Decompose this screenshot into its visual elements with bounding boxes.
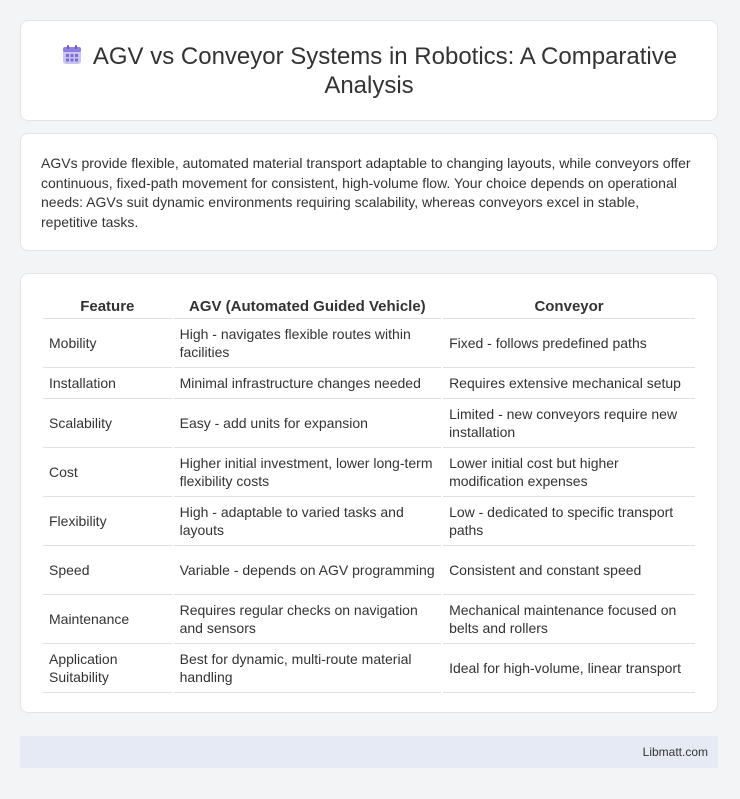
- table-row: [43, 399, 695, 448]
- table-row: [43, 448, 695, 497]
- cell-conveyor: Ideal for high-volume, linear transport: [443, 644, 695, 693]
- title-wrap: [59, 42, 679, 100]
- summary-card: [20, 133, 718, 251]
- cell-conveyor: Fixed - follows predefined paths: [443, 319, 695, 368]
- cell-agv: Higher initial investment, lower long-term flexibility costs: [174, 448, 441, 497]
- header-conveyor: Conveyor: [443, 294, 695, 319]
- cell-agv: Variable - depends on AGV programming: [174, 546, 441, 595]
- calendar-grid-icon: [61, 44, 83, 66]
- table-header-row: [43, 294, 695, 319]
- cell-conveyor: Consistent and constant speed: [443, 546, 695, 595]
- cell-conveyor: Requires extensive mechanical setup: [443, 368, 695, 399]
- footer: [20, 736, 718, 768]
- cell-conveyor: Low - dedicated to specific transport paths: [443, 497, 695, 546]
- title-card: [20, 20, 718, 121]
- table-card: [20, 273, 718, 713]
- cell-feature: Speed: [43, 546, 172, 595]
- table-row: [43, 644, 695, 693]
- table-row: [43, 497, 695, 546]
- cell-agv: High - navigates flexible routes within facilities: [174, 319, 441, 368]
- table-row: [43, 546, 695, 595]
- page-title: [59, 42, 679, 100]
- table-row: [43, 595, 695, 644]
- cell-agv: Easy - add units for expansion: [174, 399, 441, 448]
- cell-agv: Best for dynamic, multi-route material handling: [174, 644, 441, 693]
- cell-feature: Installation: [43, 368, 172, 399]
- cell-conveyor: Mechanical maintenance focused on belts and rollers: [443, 595, 695, 644]
- cell-feature: Cost: [43, 448, 172, 497]
- table-row: [43, 368, 695, 399]
- page-title-text: AGV vs Conveyor Systems in Robotics: A Comparative Analysis: [92, 42, 678, 99]
- cell-feature: Scalability: [43, 399, 172, 448]
- table-row: [43, 319, 695, 368]
- summary-text: AGVs provide flexible, automated material transport adaptable to changing layouts, while conveyors offer continuous, fixed-path movement for consistent, high-volume flow. Your choice depends on operational needs: AGVs suit dynamic environments requiring scalability, whereas conveyors excel in stable, repetitive tasks.: [41, 155, 691, 230]
- cell-agv: Requires regular checks on navigation and sensors: [174, 595, 441, 644]
- cell-feature: Maintenance: [43, 595, 172, 644]
- cell-feature: Flexibility: [43, 497, 172, 546]
- cell-feature: Application Suitability: [43, 644, 172, 693]
- cell-agv: High - adaptable to varied tasks and layouts: [174, 497, 441, 546]
- header-feature: Feature: [43, 294, 172, 319]
- footer-site-link[interactable]: Libmatt.com: [642, 745, 708, 759]
- cell-feature: Mobility: [43, 319, 172, 368]
- header-agv: AGV (Automated Guided Vehicle): [174, 294, 441, 319]
- cell-agv: Minimal infrastructure changes needed: [174, 368, 441, 399]
- cell-conveyor: Limited - new conveyors require new installation: [443, 399, 695, 448]
- comparison-table: [41, 294, 697, 693]
- cell-conveyor: Lower initial cost but higher modification expenses: [443, 448, 695, 497]
